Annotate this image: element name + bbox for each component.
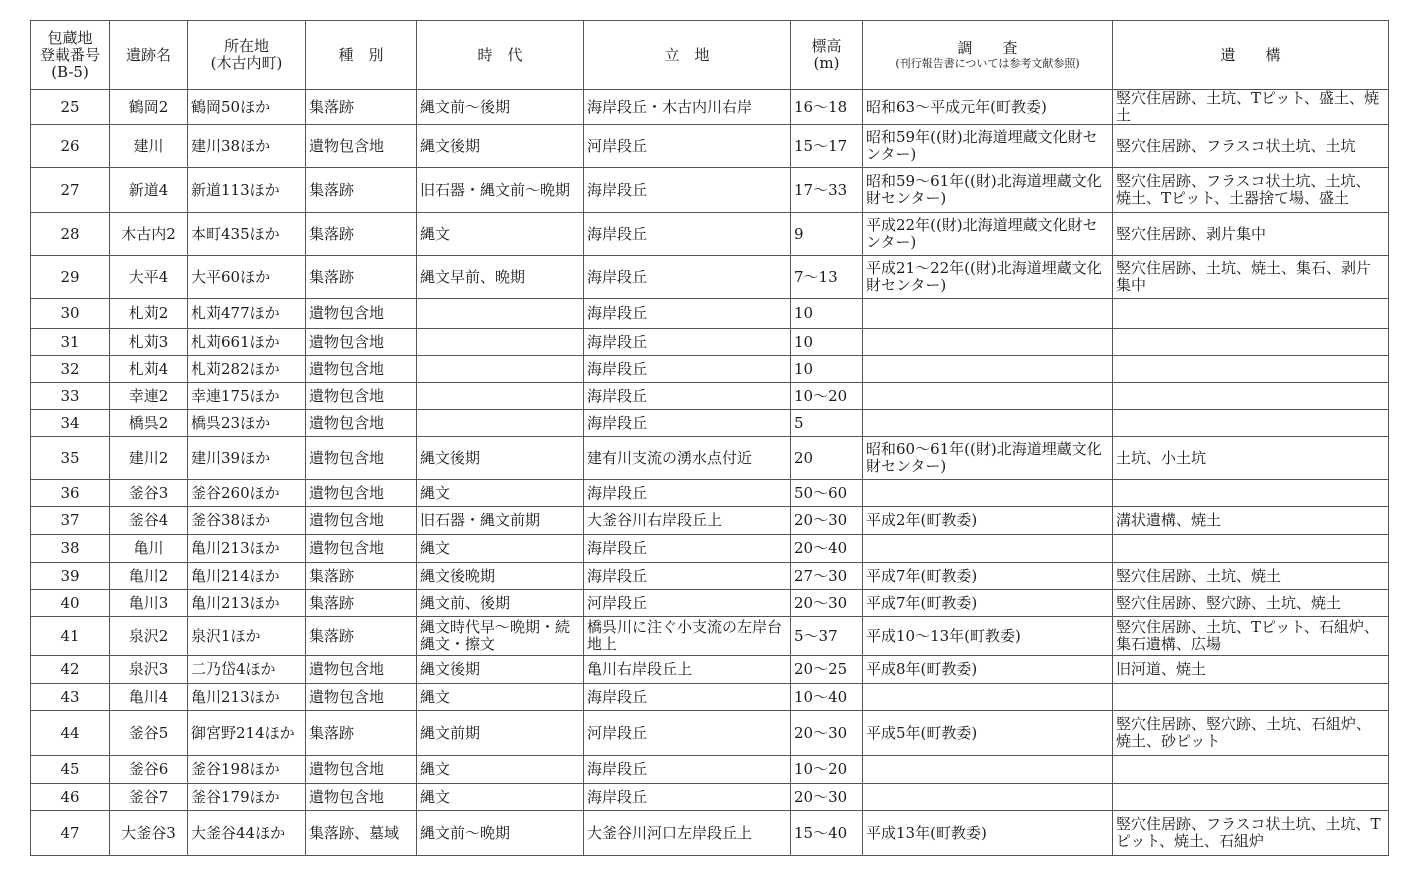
cell-setting: 大釜谷川河口左岸段丘上: [584, 811, 791, 856]
cell-site-name: 橋呉2: [110, 410, 188, 437]
cell-features: [1113, 329, 1389, 356]
cell-elevation: 10～20: [791, 383, 863, 410]
cell-type: 遺物包含地: [306, 784, 417, 811]
cell-site-name: 泉沢3: [110, 656, 188, 684]
cell-site-name: 亀川: [110, 535, 188, 563]
cell-period: [417, 383, 584, 410]
cell-survey: 昭和63～平成元年(町教委): [863, 90, 1113, 125]
cell-number: 43: [31, 684, 110, 711]
cell-type: 集落跡: [306, 213, 417, 256]
cell-site-name: 泉沢2: [110, 617, 188, 656]
cell-setting: 海岸段丘: [584, 329, 791, 356]
cell-location: 亀川213ほか: [188, 590, 306, 617]
cell-setting: 河岸段丘: [584, 590, 791, 617]
cell-site-name: 幸連2: [110, 383, 188, 410]
cell-elevation: 27～30: [791, 563, 863, 590]
cell-site-name: 大釜谷3: [110, 811, 188, 856]
cell-location: 建川38ほか: [188, 125, 306, 168]
cell-survey: 平成2年(町教委): [863, 507, 1113, 535]
cell-setting: 海岸段丘: [584, 383, 791, 410]
cell-elevation: 20～30: [791, 590, 863, 617]
cell-number: 45: [31, 756, 110, 784]
table-row: [31, 383, 1389, 410]
cell-survey: [863, 356, 1113, 383]
cell-location: 大平60ほか: [188, 256, 306, 299]
cell-period: 旧石器・縄文前期: [417, 507, 584, 535]
cell-period: 縄文: [417, 684, 584, 711]
table-row: [31, 299, 1389, 329]
cell-site-name: 札苅4: [110, 356, 188, 383]
cell-type: 集落跡: [306, 617, 417, 656]
cell-location: 亀川214ほか: [188, 563, 306, 590]
cell-site-name: 亀川4: [110, 684, 188, 711]
cell-survey: [863, 535, 1113, 563]
cell-elevation: 10～40: [791, 684, 863, 711]
cell-features: [1113, 299, 1389, 329]
cell-elevation: 10: [791, 299, 863, 329]
cell-period: 縄文後期: [417, 656, 584, 684]
cell-site-name: 札苅3: [110, 329, 188, 356]
cell-location: 御宮野214ほか: [188, 711, 306, 756]
cell-features: 溝状遺構、焼土: [1113, 507, 1389, 535]
cell-number: 27: [31, 168, 110, 213]
cell-elevation: 15～40: [791, 811, 863, 856]
cell-type: 集落跡: [306, 90, 417, 125]
cell-survey: 昭和59～61年((財)北海道埋蔵文化財センター): [863, 168, 1113, 213]
cell-elevation: 50～60: [791, 480, 863, 507]
cell-survey: 平成21～22年((財)北海道埋蔵文化財センター): [863, 256, 1113, 299]
table-row: [31, 168, 1389, 213]
cell-period: 縄文時代早～晩期・続縄文・擦文: [417, 617, 584, 656]
cell-survey: [863, 684, 1113, 711]
cell-survey: 平成13年(町教委): [863, 811, 1113, 856]
cell-location: 鶴岡50ほか: [188, 90, 306, 125]
cell-location: 泉沢1ほか: [188, 617, 306, 656]
cell-site-name: 大平4: [110, 256, 188, 299]
cell-setting: 海岸段丘・木古内川右岸: [584, 90, 791, 125]
cell-features: 竪穴住居跡、土坑、焼土、集石、剥片集中: [1113, 256, 1389, 299]
cell-setting: 海岸段丘: [584, 563, 791, 590]
cell-elevation: 7～13: [791, 256, 863, 299]
cell-elevation: 10: [791, 329, 863, 356]
cell-elevation: 20～40: [791, 535, 863, 563]
cell-setting: 海岸段丘: [584, 684, 791, 711]
cell-site-name: 建川2: [110, 437, 188, 480]
cell-number: 44: [31, 711, 110, 756]
cell-survey: 平成5年(町教委): [863, 711, 1113, 756]
cell-elevation: 17～33: [791, 168, 863, 213]
cell-features: [1113, 784, 1389, 811]
header-row: [31, 21, 1389, 90]
cell-site-name: 釜谷4: [110, 507, 188, 535]
cell-number: 34: [31, 410, 110, 437]
cell-location: 亀川213ほか: [188, 684, 306, 711]
cell-survey: [863, 410, 1113, 437]
cell-period: 縄文: [417, 535, 584, 563]
cell-period: [417, 329, 584, 356]
cell-survey: 平成8年(町教委): [863, 656, 1113, 684]
cell-period: [417, 410, 584, 437]
cell-type: 遺物包含地: [306, 480, 417, 507]
cell-elevation: 5: [791, 410, 863, 437]
cell-type: 集落跡、墓域: [306, 811, 417, 856]
cell-setting: 亀川右岸段丘上: [584, 656, 791, 684]
cell-number: 42: [31, 656, 110, 684]
cell-survey: 平成10～13年(町教委): [863, 617, 1113, 656]
cell-setting: 海岸段丘: [584, 256, 791, 299]
table-row: [31, 480, 1389, 507]
cell-type: 集落跡: [306, 711, 417, 756]
cell-setting: 河岸段丘: [584, 711, 791, 756]
cell-number: 41: [31, 617, 110, 656]
header-survey: 調 査 (刊行報告書については参考文献参照): [863, 21, 1113, 90]
cell-period: 縄文前、後期: [417, 590, 584, 617]
table-row: [31, 756, 1389, 784]
cell-location: 釜谷38ほか: [188, 507, 306, 535]
cell-type: 集落跡: [306, 168, 417, 213]
cell-type: 遺物包含地: [306, 756, 417, 784]
cell-site-name: 札苅2: [110, 299, 188, 329]
cell-survey: [863, 299, 1113, 329]
cell-location: 本町435ほか: [188, 213, 306, 256]
cell-number: 26: [31, 125, 110, 168]
cell-number: 32: [31, 356, 110, 383]
table-row: [31, 811, 1389, 856]
cell-number: 37: [31, 507, 110, 535]
header-site-name: 遺跡名: [110, 21, 188, 90]
table-row: [31, 213, 1389, 256]
cell-location: 札苅282ほか: [188, 356, 306, 383]
cell-survey: [863, 756, 1113, 784]
table-row: [31, 90, 1389, 125]
cell-features: 竪穴住居跡、フラスコ状土坑、土坑、焼土、Tピット、土器捨て場、盛土: [1113, 168, 1389, 213]
cell-features: [1113, 410, 1389, 437]
cell-number: 39: [31, 563, 110, 590]
cell-site-name: 新道4: [110, 168, 188, 213]
table-row: [31, 535, 1389, 563]
cell-number: 29: [31, 256, 110, 299]
cell-location: 建川39ほか: [188, 437, 306, 480]
cell-location: 札苅477ほか: [188, 299, 306, 329]
cell-elevation: 16～18: [791, 90, 863, 125]
cell-survey: 昭和59年((財)北海道埋蔵文化財センター): [863, 125, 1113, 168]
table-body: [31, 90, 1389, 856]
cell-period: [417, 299, 584, 329]
cell-survey: [863, 784, 1113, 811]
cell-setting: 海岸段丘: [584, 480, 791, 507]
cell-period: 縄文: [417, 756, 584, 784]
cell-site-name: 釜谷6: [110, 756, 188, 784]
cell-survey: 平成22年((財)北海道埋蔵文化財センター): [863, 213, 1113, 256]
table-row: [31, 125, 1389, 168]
cell-type: 集落跡: [306, 590, 417, 617]
cell-number: 28: [31, 213, 110, 256]
table-row: [31, 590, 1389, 617]
header-elevation: 標高 (m): [791, 21, 863, 90]
cell-setting: 橋呉川に注ぐ小支流の左岸台地上: [584, 617, 791, 656]
cell-features: 竪穴住居跡、剥片集中: [1113, 213, 1389, 256]
cell-elevation: 9: [791, 213, 863, 256]
cell-period: 縄文前～晩期: [417, 811, 584, 856]
cell-survey: 平成7年(町教委): [863, 563, 1113, 590]
cell-features: 竪穴住居跡、土坑、焼土: [1113, 563, 1389, 590]
cell-setting: 河岸段丘: [584, 125, 791, 168]
table-row: [31, 684, 1389, 711]
cell-site-name: 亀川3: [110, 590, 188, 617]
cell-features: 竪穴住居跡、土坑、Tピット、盛土、焼土: [1113, 90, 1389, 125]
cell-period: [417, 356, 584, 383]
cell-number: 33: [31, 383, 110, 410]
cell-setting: 海岸段丘: [584, 213, 791, 256]
table-row: [31, 784, 1389, 811]
cell-features: 土坑、小土坑: [1113, 437, 1389, 480]
header-location: 所在地 (木古内町): [188, 21, 306, 90]
cell-elevation: 5～37: [791, 617, 863, 656]
table-row: [31, 711, 1389, 756]
cell-number: 35: [31, 437, 110, 480]
cell-setting: 大釜谷川右岸段丘上: [584, 507, 791, 535]
cell-features: 竪穴住居跡、竪穴跡、土坑、石組炉、焼土、砂ピット: [1113, 711, 1389, 756]
cell-number: 30: [31, 299, 110, 329]
cell-period: 縄文後期: [417, 437, 584, 480]
cell-features: 竪穴住居跡、竪穴跡、土坑、焼土: [1113, 590, 1389, 617]
cell-type: 遺物包含地: [306, 299, 417, 329]
header-type: 種 別: [306, 21, 417, 90]
cell-features: [1113, 756, 1389, 784]
cell-location: 釜谷198ほか: [188, 756, 306, 784]
cell-survey: [863, 480, 1113, 507]
cell-elevation: 15～17: [791, 125, 863, 168]
cell-period: 縄文前～後期: [417, 90, 584, 125]
table-row: [31, 356, 1389, 383]
cell-site-name: 亀川2: [110, 563, 188, 590]
cell-period: 縄文前期: [417, 711, 584, 756]
table-row: [31, 410, 1389, 437]
cell-location: 大釜谷44ほか: [188, 811, 306, 856]
cell-type: 遺物包含地: [306, 684, 417, 711]
cell-elevation: 10～20: [791, 756, 863, 784]
cell-type: 集落跡: [306, 563, 417, 590]
cell-site-name: 釜谷7: [110, 784, 188, 811]
cell-location: 新道113ほか: [188, 168, 306, 213]
cell-setting: 海岸段丘: [584, 168, 791, 213]
cell-survey: [863, 329, 1113, 356]
cell-survey: [863, 383, 1113, 410]
cell-features: 竪穴住居跡、フラスコ状土坑、土坑: [1113, 125, 1389, 168]
cell-setting: 海岸段丘: [584, 535, 791, 563]
cell-period: 縄文: [417, 480, 584, 507]
header-number: 包蔵地 登載番号 (B-5): [31, 21, 110, 90]
table-row: [31, 617, 1389, 656]
cell-features: 竪穴住居跡、フラスコ状土坑、土坑、Tピット、焼土、石組炉: [1113, 811, 1389, 856]
cell-number: 40: [31, 590, 110, 617]
cell-elevation: 20～25: [791, 656, 863, 684]
cell-elevation: 20～30: [791, 711, 863, 756]
cell-features: [1113, 535, 1389, 563]
cell-location: 橋呉23ほか: [188, 410, 306, 437]
cell-type: 遺物包含地: [306, 507, 417, 535]
cell-period: 縄文後晩期: [417, 563, 584, 590]
table-row: [31, 256, 1389, 299]
header-period: 時 代: [417, 21, 584, 90]
cell-type: 遺物包含地: [306, 125, 417, 168]
cell-location: 札苅661ほか: [188, 329, 306, 356]
cell-site-name: 釜谷5: [110, 711, 188, 756]
cell-number: 31: [31, 329, 110, 356]
cell-number: 47: [31, 811, 110, 856]
cell-period: 縄文早前、晩期: [417, 256, 584, 299]
cell-setting: 海岸段丘: [584, 410, 791, 437]
cell-setting: 海岸段丘: [584, 356, 791, 383]
cell-type: 遺物包含地: [306, 329, 417, 356]
archaeological-sites-table: [30, 20, 1389, 856]
cell-period: 縄文: [417, 213, 584, 256]
cell-features: 旧河道、焼土: [1113, 656, 1389, 684]
cell-number: 25: [31, 90, 110, 125]
cell-type: 遺物包含地: [306, 383, 417, 410]
cell-features: [1113, 356, 1389, 383]
table-row: [31, 507, 1389, 535]
table-row: [31, 563, 1389, 590]
cell-period: 縄文: [417, 784, 584, 811]
cell-type: 遺物包含地: [306, 437, 417, 480]
cell-type: 遺物包含地: [306, 656, 417, 684]
cell-location: 亀川213ほか: [188, 535, 306, 563]
cell-site-name: 建川: [110, 125, 188, 168]
cell-period: 旧石器・縄文前～晩期: [417, 168, 584, 213]
cell-elevation: 10: [791, 356, 863, 383]
cell-location: 釜谷179ほか: [188, 784, 306, 811]
header-survey-note: (刊行報告書については参考文献参照): [895, 57, 1080, 70]
cell-type: 遺物包含地: [306, 356, 417, 383]
table-row: [31, 329, 1389, 356]
cell-period: 縄文後期: [417, 125, 584, 168]
cell-elevation: 20: [791, 437, 863, 480]
cell-features: [1113, 684, 1389, 711]
cell-setting: 建有川支流の湧水点付近: [584, 437, 791, 480]
cell-site-name: 釜谷3: [110, 480, 188, 507]
cell-setting: 海岸段丘: [584, 299, 791, 329]
cell-location: 二乃岱4ほか: [188, 656, 306, 684]
cell-features: 竪穴住居跡、土坑、Tピット、石組炉、集石遺構、広場: [1113, 617, 1389, 656]
cell-location: 幸連175ほか: [188, 383, 306, 410]
table-row: [31, 656, 1389, 684]
header-setting: 立 地: [584, 21, 791, 90]
cell-type: 集落跡: [306, 256, 417, 299]
cell-number: 46: [31, 784, 110, 811]
cell-number: 38: [31, 535, 110, 563]
cell-type: 遺物包含地: [306, 535, 417, 563]
cell-site-name: 木古内2: [110, 213, 188, 256]
header-features: 遺 構: [1113, 21, 1389, 90]
cell-site-name: 鶴岡2: [110, 90, 188, 125]
cell-survey: 昭和60～61年((財)北海道埋蔵文化財センター): [863, 437, 1113, 480]
cell-setting: 海岸段丘: [584, 756, 791, 784]
cell-features: [1113, 383, 1389, 410]
cell-setting: 海岸段丘: [584, 784, 791, 811]
cell-number: 36: [31, 480, 110, 507]
table-row: [31, 437, 1389, 480]
cell-elevation: 20～30: [791, 507, 863, 535]
cell-survey: 平成7年(町教委): [863, 590, 1113, 617]
cell-elevation: 20～30: [791, 784, 863, 811]
cell-features: [1113, 480, 1389, 507]
cell-type: 遺物包含地: [306, 410, 417, 437]
cell-location: 釜谷260ほか: [188, 480, 306, 507]
